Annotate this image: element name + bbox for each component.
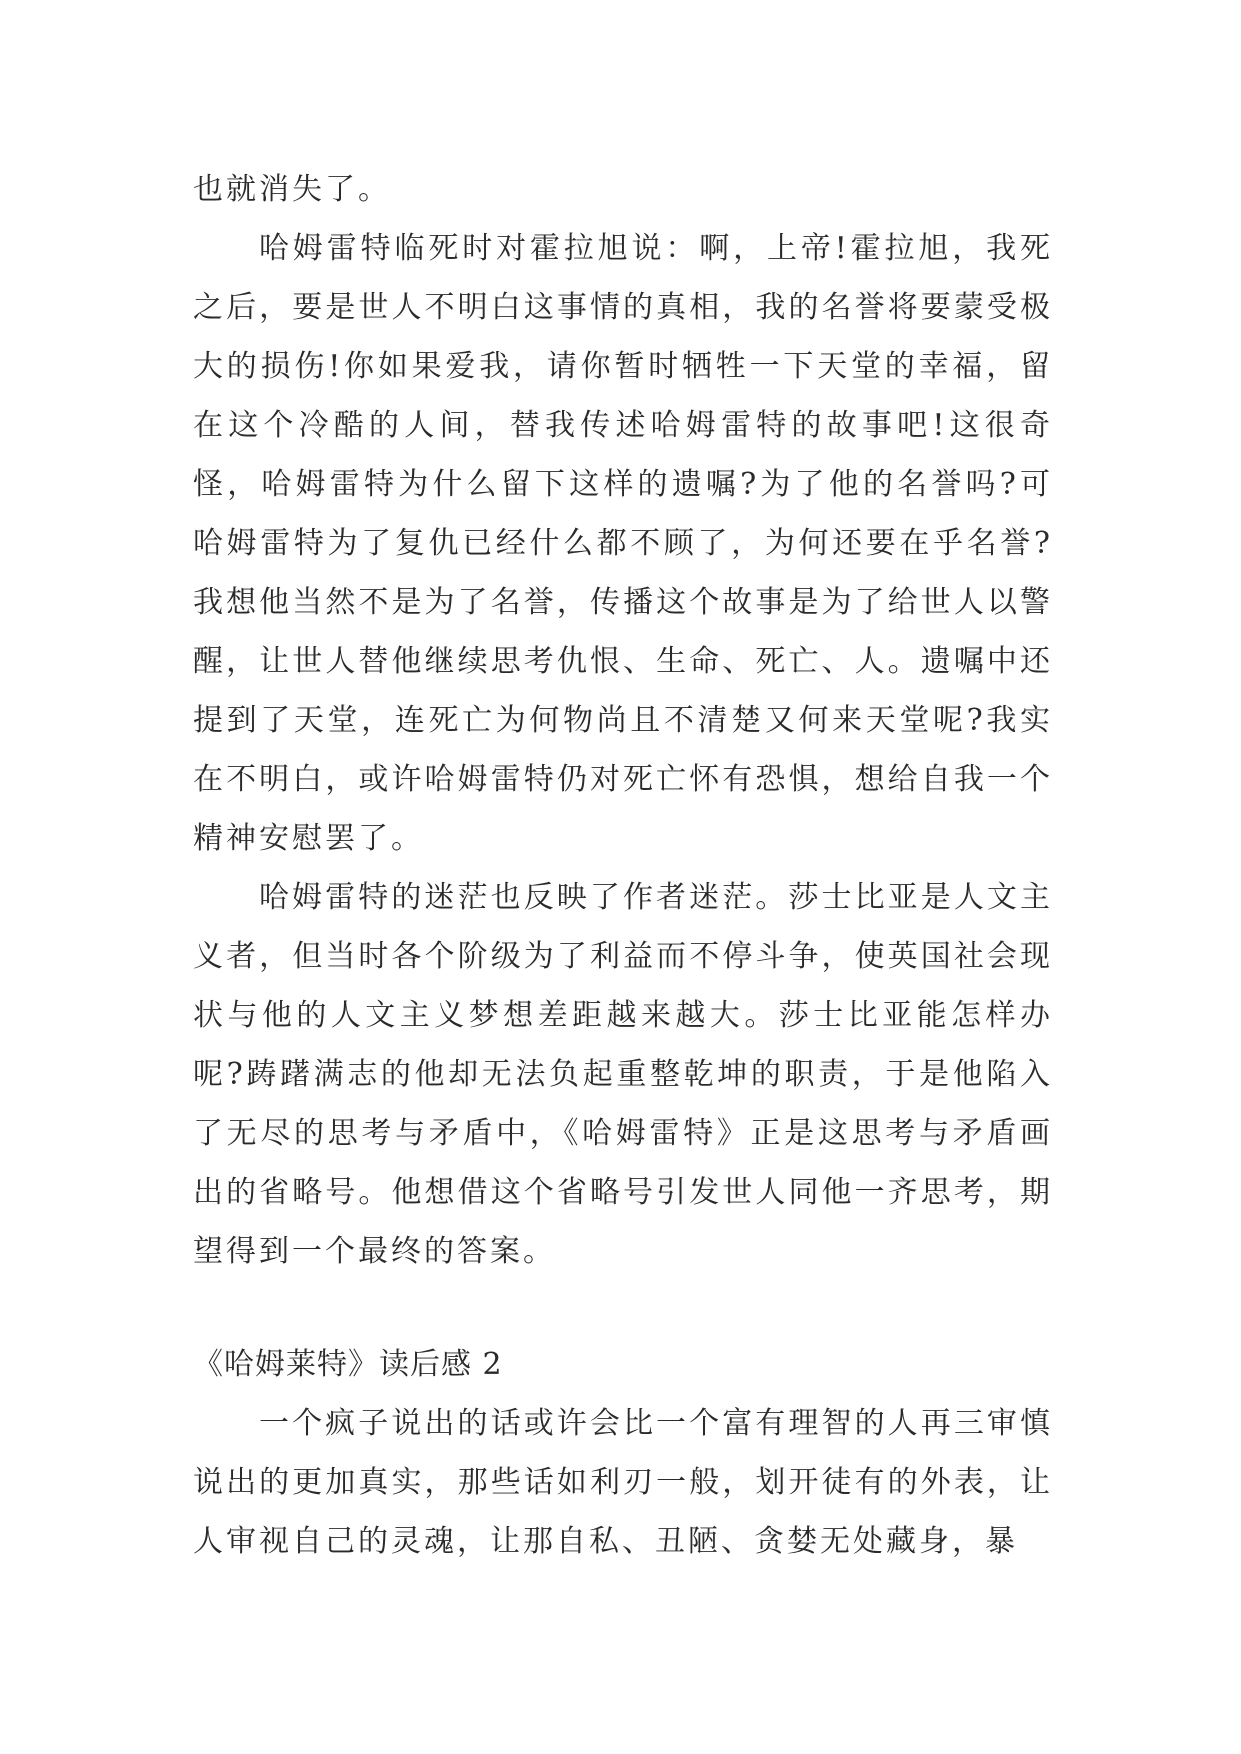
paragraph-hamlet-last-words: 哈姆雷特临死时对霍拉旭说：啊，上帝!霍拉旭，我死之后，要是世人不明白这事情的真相，我的名誉将要蒙受极大的损伤!你如果爱我，请你暂时牺牲一下天堂的幸福，留在这个冷酷的人间，替我传述哈姆雷特的故事吧!这很奇怪，哈姆雷特为什么留下这样的遗嘱?为了他的名誉吗?可哈姆雷特为了复仇已经什么都不顾了，为何还要在乎名誉?我想他当然不是为了名誉，传播这个故事是为了给世人以警醒，让世人替他继续思考仇恨、生命、死亡、人。遗嘱中还提到了天堂，连死亡为何物尚且不清楚又何来天堂呢?我实在不明白，或许哈姆雷特仍对死亡怀有恐惧，想给自我一个精神安慰罢了。 (193, 231, 1053, 856)
paragraph-author-confusion: 哈姆雷特的迷茫也反映了作者迷茫。莎士比亚是人文主义者，但当时各个阶级为了利益而不停斗争，使英国社会现状与他的人文主义梦想差距越来越大。莎士比亚能怎样办呢?踌躇满志的他却无法负起重整乾坤的职责，于是他陷入了无尽的思考与矛盾中，《哈姆雷特》正是这思考与矛盾画出的省略号。他想借这个省略号引发世人同他一齐思考，期望得到一个最终的答案。 (193, 880, 1053, 1269)
document-body (193, 160, 1053, 1571)
paragraph-madman-words: 一个疯子说出的话或许会比一个富有理智的人再三审慎说出的更加真实，那些话如利刃一般，划开徒有的外表，让人审视自己的灵魂，让那自私、丑陋、贪婪无处藏身，暴 (193, 1406, 1053, 1559)
section-heading: 《哈姆莱特》读后感 2 (193, 1347, 503, 1382)
paragraph-continuation: 也就消失了。 (193, 172, 391, 207)
